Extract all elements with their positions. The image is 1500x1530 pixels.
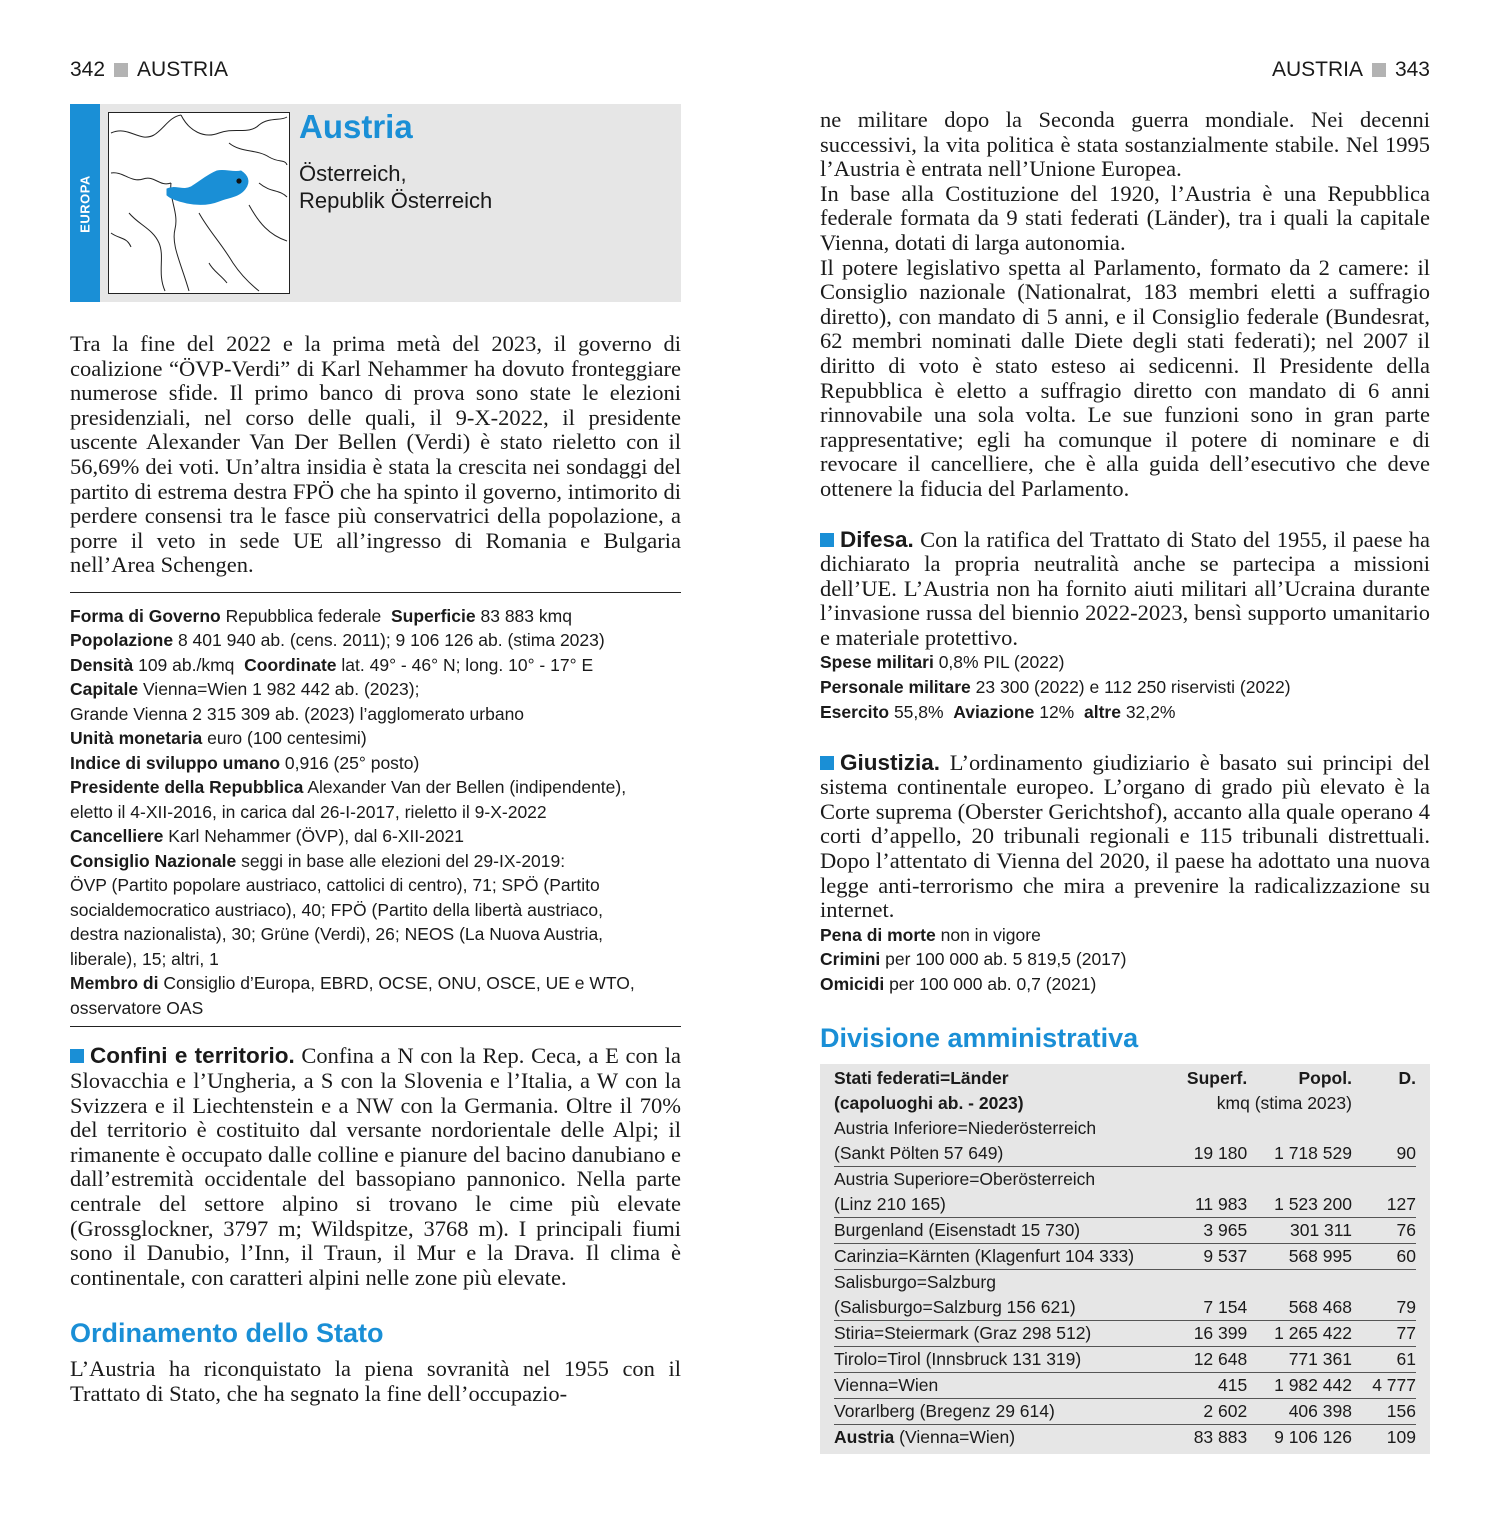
total-label-rest: (Vienna=Wien) xyxy=(894,1426,1016,1447)
running-head-right xyxy=(1272,58,1430,82)
table-cell: 77 xyxy=(1352,1320,1416,1346)
column-header: Stati federati=Länder xyxy=(834,1067,1009,1088)
fact-value: 109 ab./kmq xyxy=(138,654,235,675)
confini-paragraph xyxy=(70,1044,681,1290)
section-heading: Difesa. xyxy=(840,526,914,552)
country-header-box xyxy=(70,104,681,302)
fact-line xyxy=(70,604,681,629)
table-cell: 109 xyxy=(1386,1426,1416,1447)
left-column xyxy=(70,104,681,1407)
fact-line xyxy=(70,971,681,996)
column-units: kmq (stima 2023) xyxy=(1216,1092,1352,1113)
table-cell: Burgenland (Eisenstadt 15 730) xyxy=(834,1217,1160,1243)
difesa-paragraph xyxy=(820,528,1430,651)
table-cell: 568 468 xyxy=(1247,1295,1352,1321)
table-cell: 127 xyxy=(1352,1192,1416,1218)
column-header: Popol. xyxy=(1298,1067,1352,1088)
stat-line xyxy=(820,650,1430,675)
divisione-table xyxy=(834,1066,1416,1450)
ordinamento-heading: Ordinamento dello Stato xyxy=(70,1318,384,1349)
right-column xyxy=(820,108,1430,1454)
table-row xyxy=(834,1166,1416,1192)
fact-line: ÖVP (Partito popolare austriaco, cattolici di centro), 71; SPÖ (Partito xyxy=(70,875,600,896)
stat-line xyxy=(820,923,1430,948)
table-cell: 4 777 xyxy=(1352,1372,1416,1398)
table-body xyxy=(834,1116,1416,1425)
table-header-row xyxy=(834,1091,1416,1116)
table-row xyxy=(834,1320,1416,1346)
europe-locator-map-icon xyxy=(109,113,289,293)
table-cell: 1 523 200 xyxy=(1247,1192,1352,1218)
stat-label: Crimini xyxy=(820,949,881,970)
running-head-left xyxy=(70,58,228,82)
stat-value: 55,8% xyxy=(893,701,944,722)
section-square-icon xyxy=(820,756,834,770)
fact-line: Grande Vienna 2 315 309 ab. (2023) l’agglomerato urbano xyxy=(70,703,525,724)
running-head-section: AUSTRIA xyxy=(1271,58,1363,81)
table-cell: Austria Inferiore=Niederösterreich xyxy=(834,1117,1097,1138)
fact-value: 83 883 kmq xyxy=(480,605,572,626)
fact-label: Cancelliere xyxy=(70,826,164,847)
facts-block xyxy=(70,593,681,1027)
section-heading: Giustizia. xyxy=(840,749,941,775)
stat-line xyxy=(820,700,1430,725)
section-square-icon xyxy=(820,533,834,547)
fact-value: euro (100 centesimi) xyxy=(207,728,367,749)
running-head-section: AUSTRIA xyxy=(137,58,229,81)
table-cell: 16 399 xyxy=(1160,1320,1247,1346)
stat-value: per 100 000 ab. 5 819,5 (2017) xyxy=(885,949,1127,970)
section-text: L’ordinamento giudiziario è basato sui principi del sistema continentale europeo. L’organo di grado più elevato è la Corte suprema (Oberster Gerichtshof), accanto alla quale operano 4 corti d’appello, 20 tribunali regionali e 115 tribunali distrettuali. Dopo l’attentato di Vienna del 2020, il paese ha adottato una nuova legge anti-terrorismo che mira a prevenire la radicalizzazione su internet. xyxy=(820,749,1430,923)
ordinamento-paragraph: In base alla Costituzione del 1920, l’Austria è una Repubblica federale formata da 9 stati federati (Länder), tra i quali la capitale Vienna, dotati di larga autonomia. xyxy=(820,180,1430,255)
fact-value: 8 401 940 ab. (cens. 2011); 9 106 126 ab. (stima 2023) xyxy=(177,630,605,651)
table-cell: 9 537 xyxy=(1160,1243,1247,1269)
section-text: Confina a N con la Rep. Ceca, a E con la Slovacchia e l’Ungheria, a S con la Slovenia e l’Italia, a W con la Svizzera e il Liechtenstein e a NW con la Germania. Oltre il 70% del territorio è costituito dal versante nordorientale delle Alpi; il rimanente è occupato dalle colline e pianure del bacino danubiano e dall’estremità occidentale del bassopiano pannonico. Nella parte centrale del settore alpino si trovano le cime più elevate (Grossglockner, 3797 m; Wildspitze, 3768 m). I principali fiumi sono il Danubio, l’Inn, il Traun, il Mur e la Drava. Il clima è continentale, con caratteri alpini nelle zone più elevate. xyxy=(70,1043,681,1290)
table-cell: 90 xyxy=(1352,1141,1416,1167)
fact-label: Popolazione xyxy=(70,630,174,651)
page-number: 342 xyxy=(70,58,106,81)
fact-label: Capitale xyxy=(70,679,139,700)
table-cell: 301 311 xyxy=(1247,1217,1352,1243)
table-cell: Carinzia=Kärnten (Klagenfurt 104 333) xyxy=(834,1243,1160,1269)
table-cell: 1 982 442 xyxy=(1247,1372,1352,1398)
table-cell: 3 965 xyxy=(1160,1217,1247,1243)
table-cell: 19 180 xyxy=(1160,1141,1247,1167)
fact-label: Forma di Governo xyxy=(70,605,221,626)
fact-value: seggi in base alle elezioni del 29-IX-2019: xyxy=(241,850,566,871)
table-cell: 83 883 xyxy=(1193,1426,1248,1447)
table-row xyxy=(834,1141,1416,1167)
giustizia-paragraph xyxy=(820,751,1430,923)
table-row xyxy=(834,1192,1416,1218)
fact-value: Consiglio d’Europa, EBRD, OCSE, ONU, OSCE, UE e WTO, xyxy=(163,973,635,994)
divisione-table-panel xyxy=(820,1064,1430,1454)
stat-value: 0,8% PIL (2022) xyxy=(938,652,1065,673)
stat-value: per 100 000 ab. 0,7 (2021) xyxy=(889,974,1097,995)
table-cell: 771 361 xyxy=(1247,1346,1352,1372)
stat-value: 23 300 (2022) e 112 250 riservisti (2022) xyxy=(975,677,1291,698)
fact-label: Presidente della Repubblica xyxy=(70,777,304,798)
fact-label: Coordinate xyxy=(244,654,337,675)
fact-value: Vienna=Wien 1 982 442 ab. (2023); xyxy=(142,679,420,700)
table-row xyxy=(834,1295,1416,1321)
table-row xyxy=(834,1217,1416,1243)
table-cell: 79 xyxy=(1352,1295,1416,1321)
fact-line xyxy=(70,653,681,678)
page-number: 343 xyxy=(1394,58,1430,81)
fact-label: Indice di sviluppo umano xyxy=(70,752,281,773)
square-bullet-icon xyxy=(1372,63,1386,77)
table-row xyxy=(834,1243,1416,1269)
fact-line xyxy=(70,726,681,751)
ordinamento-paragraph: Il potere legislativo spetta al Parlamento, formato da 2 camere: il Consiglio nazionale (Nationalrat, 183 membri eletti a suffragio diretto), con mandato di 5 anni, e il Consiglio federale (Bundesrat, 62 membri nominati dalle Diete degli stati federati); nel 2007 il diritto di voto è stato esteso ai sedicenni. Il Presidente della Repubblica è eletto a suffragio diretto con mandato di 6 anni rinnovabile una sola volta. Le sue funzioni sono in gran parte rappresentative; egli ha comunque il potere di nominare e di revocare il cancelliere, che è alla guida dell’esecutivo che deve ottenere la fiducia del Parlamento. xyxy=(820,254,1430,501)
fact-line: socialdemocratico austriaco), 40; FPÖ (Partito della libertà austriaco, xyxy=(70,899,604,920)
table-row xyxy=(834,1269,1416,1295)
table-cell: (Salisburgo=Salzburg 156 621) xyxy=(834,1295,1160,1321)
stat-value: 12% xyxy=(1039,701,1075,722)
table-cell: (Linz 210 165) xyxy=(834,1192,1160,1218)
native-name-line: Republik Österreich xyxy=(299,188,493,213)
table-cell: 415 xyxy=(1160,1372,1247,1398)
divider xyxy=(70,1026,681,1027)
table-cell: 9 106 126 xyxy=(1274,1426,1352,1447)
table-cell: 7 154 xyxy=(1160,1295,1247,1321)
table-cell: 11 983 xyxy=(1160,1192,1247,1218)
table-row xyxy=(834,1398,1416,1424)
locator-map xyxy=(108,112,290,294)
country-title: Austria xyxy=(299,108,413,145)
table-cell: 156 xyxy=(1352,1398,1416,1424)
total-name xyxy=(834,1424,1160,1450)
table-cell: 568 995 xyxy=(1247,1243,1352,1269)
table-cell: (Sankt Pölten 57 649) xyxy=(834,1141,1160,1167)
stat-value: non in vigore xyxy=(940,924,1041,945)
table-row xyxy=(834,1346,1416,1372)
table-cell: Vienna=Wien xyxy=(834,1372,1160,1398)
stat-line xyxy=(820,947,1430,972)
table-cell: 2 602 xyxy=(1160,1398,1247,1424)
stat-label: Spese militari xyxy=(820,652,934,673)
table-cell: 1 265 422 xyxy=(1247,1320,1352,1346)
fact-label: Superficie xyxy=(391,605,476,626)
table-cell: Tirolo=Tirol (Innsbruck 131 319) xyxy=(834,1346,1160,1372)
table-cell: 12 648 xyxy=(1160,1346,1247,1372)
fact-line xyxy=(70,775,681,800)
table-row xyxy=(834,1116,1416,1141)
table-cell: Austria Superiore=Oberösterreich xyxy=(834,1168,1096,1189)
table-header-row xyxy=(834,1066,1416,1091)
table-total-row xyxy=(834,1424,1416,1450)
stat-label: Omicidi xyxy=(820,974,885,995)
intro-paragraph: Tra la fine del 2022 e la prima metà del 2023, il governo di coalizione “ÖVP-Verdi” di Karl Nehammer ha dovuto fronteggiare numerose sfide. Il primo banco di prova sono state le elezioni presidenziali, nel corso delle quali, il 9-X-2022, il presidente uscente Alexander Van Der Bellen (Verdi) è stato rieletto con il 56,69% dei voti. Un’altra insidia è stata la crescita nei sondaggi del partito di estrema destra FPÖ che ha spinto il governo, intimorito di perdere consensi tra le fasce più conservatrici della popolazione, a porre il veto in sede UE all’ingresso di Romania e Bulgaria nell’Area Schengen. xyxy=(70,331,681,578)
section-square-icon xyxy=(70,1049,84,1063)
square-bullet-icon xyxy=(114,63,128,77)
giustizia-stats xyxy=(820,923,1430,997)
fact-value: lat. 49° - 46° N; long. 10° - 17° E xyxy=(341,654,594,675)
section-heading: Confini e territorio. xyxy=(90,1043,295,1069)
stat-value: 32,2% xyxy=(1125,701,1176,722)
fact-line xyxy=(70,849,681,874)
table-cell: 76 xyxy=(1352,1217,1416,1243)
difesa-stats xyxy=(820,650,1430,724)
table-cell: Vorarlberg (Bregenz 29 614) xyxy=(834,1398,1160,1424)
stat-label: Pena di morte xyxy=(820,924,936,945)
fact-value: Repubblica federale xyxy=(225,605,382,626)
stat-label: Aviazione xyxy=(953,701,1035,722)
fact-value: Alexander Van der Bellen (indipendente), xyxy=(307,777,627,798)
native-name-line: Österreich, xyxy=(299,161,407,186)
fact-line xyxy=(70,824,681,849)
fact-line: liberale), 15; altri, 1 xyxy=(70,948,219,969)
fact-value: Karl Nehammer (ÖVP), dal 6-XII-2021 xyxy=(168,826,464,847)
fact-label: Unità monetaria xyxy=(70,728,203,749)
table-cell: 1 718 529 xyxy=(1247,1141,1352,1167)
fact-line xyxy=(70,677,681,702)
fact-line: eletto il 4-XII-2016, in carica dal 26-I-2017, rieletto il 9-X-2022 xyxy=(70,801,547,822)
continent-strip xyxy=(70,104,100,302)
divisione-heading: Divisione amministrativa xyxy=(820,1022,1139,1053)
ordinamento-paragraph-cont: ne militare dopo la Seconda guerra mondiale. Nei decenni successivi, la vita politica è stata sostanzialmente stabile. Nel 1995 l’Austria è entrata nell’Unione Europea. xyxy=(820,107,1430,182)
column-header: D. xyxy=(1398,1067,1416,1088)
fact-value: 0,916 (25° posto) xyxy=(284,752,420,773)
native-name xyxy=(299,160,492,214)
fact-label: Densità xyxy=(70,654,134,675)
column-header: (capoluoghi ab. - 2023) xyxy=(834,1092,1024,1113)
total-label: Austria xyxy=(834,1426,895,1447)
stat-line xyxy=(820,675,1430,700)
continent-label: EUROPA xyxy=(77,175,93,233)
table-cell: 406 398 xyxy=(1247,1398,1352,1424)
stat-label: Esercito xyxy=(820,701,890,722)
stat-label: Personale militare xyxy=(820,677,971,698)
fact-line xyxy=(70,751,681,776)
fact-line xyxy=(70,628,681,653)
stat-label: altre xyxy=(1083,701,1121,722)
table-cell: Stiria=Steiermark (Graz 298 512) xyxy=(834,1320,1160,1346)
table-cell: 60 xyxy=(1352,1243,1416,1269)
table-cell: 61 xyxy=(1352,1346,1416,1372)
fact-label: Consiglio Nazionale xyxy=(70,850,237,871)
fact-line: osservatore OAS xyxy=(70,997,204,1018)
stat-line xyxy=(820,972,1430,997)
table-cell: Salisburgo=Salzburg xyxy=(834,1271,996,1292)
ordinamento-paragraph-start: L’Austria ha riconquistato la piena sovranità nel 1955 con il Trattato di Stato, che ha segnato la fine dell’occupazio- xyxy=(70,1356,681,1406)
column-header: Superf. xyxy=(1186,1067,1248,1088)
fact-line: destra nazionalista), 30; Grüne (Verdi), 26; NEOS (La Nuova Austria, xyxy=(70,924,604,945)
table-row xyxy=(834,1372,1416,1398)
section-text: Con la ratifica del Trattato di Stato del 1955, il paese ha dichiarato la propria neutralità anche se partecipa a missioni dell’UE. L’Austria non ha fornito aiuti militari all’Ucraina durante l’invasione russa del biennio 2022-2023, bensì supporto umanitario e materiale protettivo. xyxy=(820,526,1430,650)
fact-label: Membro di xyxy=(70,973,159,994)
